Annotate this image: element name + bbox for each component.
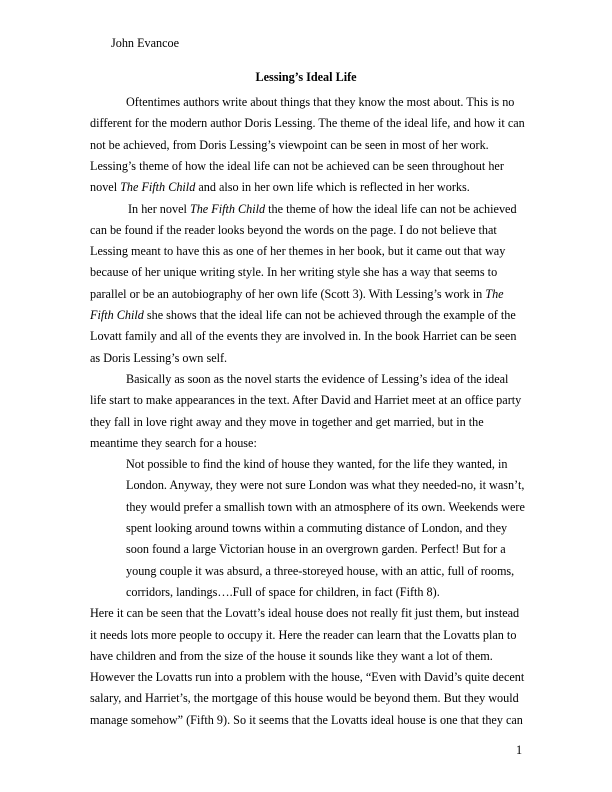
text-line: manage somehow” (Fifth 9). So it seems that the Lovatts ideal house is one that they can	[90, 712, 523, 727]
author-name: John Evancoe	[111, 36, 180, 50]
text-line: In her novel The Fifth Child the theme of how the ideal life can not be achieved	[128, 201, 517, 216]
text-line: can be found if the reader looks beyond the words on the page. I do not believe that	[90, 222, 497, 237]
text-line: novel The Fifth Child and also in her own life which is reflected in her works.	[90, 180, 470, 195]
text-line: salary, and Harriet’s, the mortgage of this house would be beyond them. But they would	[90, 691, 519, 706]
text-line: Oftentimes authors write about things that they know the most about. This is no	[126, 95, 515, 109]
block-quote-line: corridors, landings….Full of space for children, in fact (Fifth 8).	[126, 584, 440, 599]
text-line: meantime they search for a house:	[90, 435, 257, 450]
text-line: have children and from the size of the house it sounds like they want a lot of them.	[90, 648, 493, 663]
page-number: 1	[516, 743, 523, 757]
block-quote-line: spent looking around towns within a commuting distance of London, and they	[126, 521, 508, 535]
text-line: Lovatt family and all of the events they are involved in. In the book Harriet can be seen	[90, 329, 517, 344]
text-line: because of her unique writing style. In her writing style she has a way that seems to	[90, 265, 498, 280]
text-line: they fall in love right away and they move in together and get married, but in the	[90, 414, 484, 429]
text-line: Fifth Child she shows that the ideal life can not be achieved through the example of the	[90, 308, 516, 322]
text-line: However the Lovatts run into a problem with the house, “Even with David’s quite decent	[90, 670, 525, 685]
block-quote-line: young couple it was absurd, a three-storeyed house, with an attic, full of rooms,	[126, 563, 515, 578]
block-quote-line: London. Anyway, they were not sure London was what they needed-no, it wasn’t,	[126, 478, 525, 493]
text-line: as Doris Lessing’s own self.	[90, 350, 228, 365]
text-line: it needs lots more people to occupy it. Here the reader can learn that the Lovatts plan to	[90, 627, 517, 642]
essay-title: Lessing’s Ideal Life	[255, 70, 357, 84]
block-quote-line: they would prefer a smallish town with an atmosphere of its own. Weekends were	[126, 499, 525, 514]
text-line: life start to make appearances in the text. After David and Harriet meet at an office party	[90, 393, 522, 408]
text-line: different for the modern author Doris Lessing. The theme of the ideal life, and how it can	[90, 116, 525, 131]
text-line: parallel or be an autobiography of her own life (Scott 3). With Lessing’s work in The	[90, 286, 504, 301]
block-quote-line: soon found a large Victorian house in an overgrown garden. Perfect! But for a	[126, 542, 506, 557]
text-line: not be achieved, from Doris Lessing’s viewpoint can be seen in most of her work.	[90, 137, 489, 152]
block-quote-line: Not possible to find the kind of house they wanted, for the life they wanted, in	[126, 457, 508, 472]
text-line: Lessing’s theme of how the ideal life can not be achieved can be seen throughout her	[90, 158, 504, 173]
text-line: Here it can be seen that the Lovatt’s ideal house does not really fit just them, but instead	[90, 606, 520, 621]
text-line: Basically as soon as the novel starts the evidence of Lessing’s idea of the ideal	[126, 371, 509, 386]
text-line: Lessing meant to have this as one of her themes in her book, but it came out that way	[90, 244, 506, 259]
